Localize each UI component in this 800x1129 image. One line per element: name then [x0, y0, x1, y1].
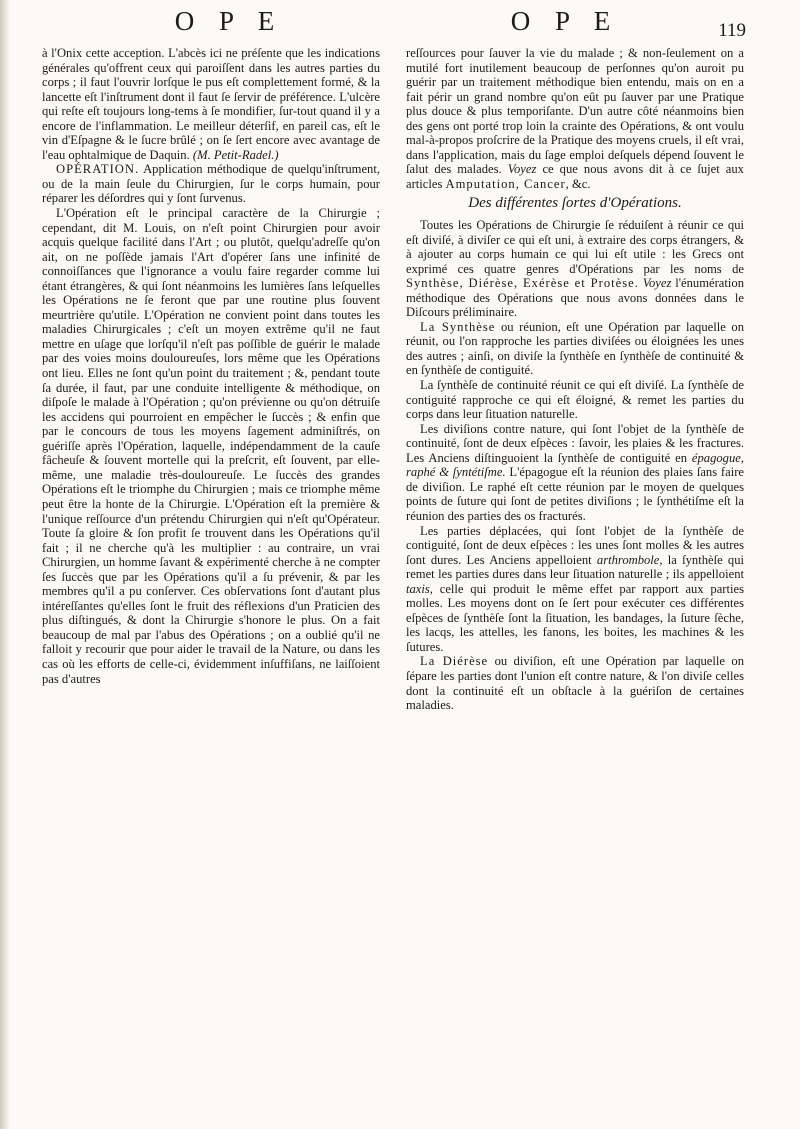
paragraph-text: ce que nous avons dit à ce ſujet aux articles: [406, 162, 744, 191]
citation: (M. Petit-Radel.): [192, 147, 279, 162]
paragraph: [406, 378, 744, 422]
right-column: [406, 46, 744, 713]
paragraph: [42, 206, 380, 686]
paragraph-text: Application méthodique de quelqu'inſtrument, ou de la main ſeule du Chirurgien, ſur le corps humain, pour réparer les déſordres qui y ſont ſurvenus.: [42, 162, 380, 206]
paragraph-text: Les diviſions contre nature, qui ſont l'objet de la ſynthèſe de continuité, ſont de deux eſpèces : ſavoir, les plaies & les fractures. Les Anciens diſtinguoient la ſynthèſe de contiguité en: [406, 421, 744, 465]
paragraph-text: reſſources pour ſauver la vie du malade ; & non-ſeulement on a mutilé fort inutilement beaucoup de perſonnes qu'on auroit pu guérir par un traitement méthodique bien entendu, mais on en a fait périr un grand nombre qu'on eût pu ſauver par une Pratique plus douce & plus temporiſante. D'un autre côté néanmoins bien des gens ont porté trop loin la crainte des Opérations, & ont voulu mal-à-propos proſcrire de la Pratique des moyens cruels, il eſt vrai, dans l'application, mais du ſage emploi deſquels dépend ſouvent le ſalut des malades.: [406, 46, 744, 177]
paragraph-text: ou diviſion, eſt une Opération par laquelle on ſépare les parties dont l'union eſt contre nature, & l'on diviſe celles dont la continuité eſt un obſtacle à la guériſon de certaines maladies.: [406, 654, 744, 713]
page-number: 119: [718, 20, 746, 41]
cross-reference-voyez: Voyez: [507, 162, 537, 177]
italic-term: taxis: [406, 581, 430, 596]
left-running-head: O P E: [174, 6, 284, 36]
page-binding-shadow: [0, 0, 10, 1129]
paragraph-text: , &c.: [565, 176, 591, 191]
paragraph-text: , la ſynthèſe qui remet les parties dures dans leur ſituation naturelle ; ils appelloient: [406, 552, 744, 582]
paragraph: [42, 46, 380, 162]
paragraph-text: ou réunion, eſt une Opération par laquelle on réunit, ou l'on rapproche les parties diviſées ou éloignées les unes des autres ; ainſi, on diviſe la ſynthèſe en ſynthèſe de continuité & en ſynthèſe de contiguité.: [406, 319, 745, 378]
italic-term: arthrombole: [596, 552, 660, 567]
paragraph: [406, 320, 744, 378]
paragraph: [406, 654, 744, 712]
term-heading: La Diérèse: [420, 654, 489, 669]
paragraph-text: l'énumération méthodique des Opérations que nous avons données dans le Diſcours préliminaire.: [406, 276, 744, 320]
paragraph-text: Toutes les Opérations de Chirurgie ſe réduiſent à réunir ce qui eſt diviſé, à diviſer ce qui eſt uni, à extraire des corps étrangers, & à ajouter au corps humain ce qui lui eſt utile : les Grecs ont exprimé ces quatre genres d'Opérations par les noms de: [406, 218, 744, 276]
paragraph: [406, 524, 744, 655]
cross-reference-voyez: Voyez: [642, 276, 672, 291]
operation-names: Synthèse, Diérèse, Exérèse et Protèse.: [406, 276, 639, 291]
paragraph-text: L'épagogue eſt la réunion des plaies ſans faire de diviſion. Le raphé eſt cette réunion par le moyen de quelques points de ſuture qui ſont de petites diviſions ; le ſynthétiſme eſt la réunion des parties des os fracturés.: [406, 465, 744, 523]
paragraph-text: Les parties déplacées, qui ſont l'objet de la ſynthèſe de contiguité, ſont de deux eſpèces : les unes ſont molles & les autres ſont dures. Les Anciens appelloient: [406, 523, 744, 567]
section-heading: Des différentes ſortes d'Opérations.: [468, 195, 682, 212]
term-heading: La Synthèse: [420, 319, 496, 334]
paragraph-text: La ſynthèſe de continuité réunit ce qui eſt diviſé. La ſynthèſe de contiguité rapproche ce qui eſt éloigné, & remet les parties du corps dans leur ſituation naturelle.: [406, 378, 744, 422]
italic-terms: épagogue, raphé & ſyntétiſme.: [406, 450, 744, 480]
paragraph-text: à l'Onix cette acception. L'abcès ici ne préſente que les indications générales qu'offrent ceux qui paroiſſent dans les autres parties du corps ; il faut l'ouvrir lorſque le pus eſt complettement formé, & la lancette eſt l'inſtrument dont il faut ſe ſervir de préférence. L'ulcère qui reſte eſt toujours long-tems à ſe mondifier, ſur-tout quand il y a encore de l'inflammation. Le meilleur déterſif, en pareil cas, eſt le vin d'Eſpagne & le ſucre brûlé ; on ſe ſert encore avec avantage de l'eau ophtalmique de Daquin.: [42, 46, 380, 162]
paragraph: [406, 422, 744, 524]
article-headword: OPÉRATION.: [56, 162, 140, 177]
right-running-head: O P E: [510, 6, 620, 36]
cross-reference-articles: Amputation, Cancer: [445, 176, 566, 191]
paragraph: [42, 162, 380, 206]
paragraph: [406, 218, 744, 320]
running-header: [0, 6, 800, 40]
paragraph-text: L'Opération eſt le principal caractère de la Chirurgie ; cependant, dit M. Louis, on n'eſt point Chirurgien pour avoir acquis quelque facilité dans l'Art ; ou plutôt, quelqu'adreſſe qu'on ait, on ne poſſède jamais l'Art d'opérer ſans une infinité de connoiſſances que l'ignorance a voulu faire regarder comme lui étant étrangères, & qui ſont néanmoins les lumières ſans leſquelles les Opérations ne ſe feront que par une routine plus ſouvent meurtrière qu'utile. L'Opération ne convient point dans toutes les maladies Chirurgicales ; c'eſt un moyen extrême qu'il ne faut mettre en uſage que lorſqu'il n'eſt pas poſſible de guérir le malade par des voies moins douloureuſes, lors même que les Opérations ont lieu. Elles ne ſont qu'un point du traitement ; &, pendant toute ſa durée, il faut, par une conduite intelligente & méthodique, on diſpoſe le malade à l'Opération ; qu'on prévienne ou qu'on détruiſe les accidens qui pourroient en empêcher le ſuccès ; & enfin que par le concours de tous les moyens ſagement adminiſtrés, on guériſſe après l'Opération, laquelle, indépendamment de la cauſe fâcheuſe & ſouvent mortelle qui la preſcrit, eſt ſouvent, par elle-même, une maladie très-douloureuſe. Le ſuccès des grandes Opérations eſt le triomphe du Chirurgien ; mais ce triomphe même peut être la honte de la Chirurgie. L'Opération eſt la première & l'unique reſſource d'un prétendu Chirurgien qui n'eſt qu'Opérateur. Toute ſa gloire & ſon profit ſe trouvent dans les Opérations qu'il fait ; il ne cherche qu'à les multiplier : au contraire, un vrai Chirurgien, un homme ſavant & expérimenté cherche à ne compter ſes ſuccès que par les Opérations qu'il a ſu prévenir, & par les membres qu'il a pu conſerver. Ces obſervations ſont d'autant plus intéreſſantes qu'elles ſont le fruit des réflexions d'un Praticien des plus diſtingués, & dont la Chirurgie s'honore le plus. On a fait beaucoup de mal par l'abus des Opérations ; on a oublié qu'il ne falloit y recourir que pour aider le travail de la Nature, ou dans les cas où les efforts de celle-ci, évidemment inſuffiſans, ne laiſſoient pas d'autres: [42, 206, 380, 686]
paragraph: [406, 46, 744, 191]
paragraph-text: , celle qui produit le même effet par rapport aux parties molles. Les moyens dont on ſe ſert pour exécuter ces différentes eſpèces de ſynthèſe ſont la ſituation, les bandages, la ſuture ſèche, les lacqs, les attelles, les fanons, les boites, les machines & les ſutures.: [406, 581, 744, 654]
left-column: [42, 46, 380, 686]
